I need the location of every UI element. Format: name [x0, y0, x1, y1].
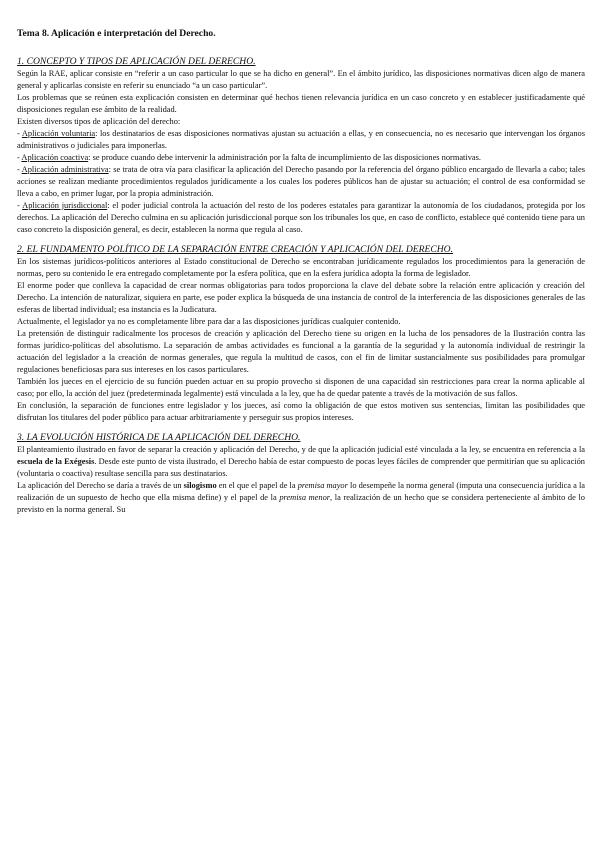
text-coactiva: : se produce cuando debe intervenir la administración por la falta de incumplimiento de las disposiciones normativas.: [88, 153, 481, 162]
term-silogismo: silogismo: [183, 481, 217, 490]
text-voluntaria: : los destinatarios de esas disposiciones normativas ajustan su actuación a ellas, y en consecuencia, no es necesario que intervengan los órganos administrativos o judiciales para imponerlas.: [17, 129, 585, 150]
document-title: Tema 8. Aplicación e interpretación del Derecho.: [17, 28, 216, 39]
document-page: [17, 28, 585, 516]
s2-paragraph-1: En los sistemas jurídicos-políticos anteriores al Estado constitucional de Derecho se encontraban jurídicamente regulados los procedimientos para la generación de normas, pero su contenido le era entregado completamente por la esfera política, que en la esfera jurídica adopta la forma de legislador.: [17, 257, 585, 278]
term-premisa-mayor: premisa mayor: [297, 481, 348, 490]
term-exegesis: escuela de la Exégesis: [17, 457, 95, 466]
s2-paragraph-3: Actualmente, el legislador ya no es completamente libre para dar a las disposiciones jurídicas cualquier contenido.: [17, 317, 401, 326]
s3-paragraph-2: [17, 480, 585, 516]
s3-p2-text-a: La aplicación del Derecho se daría a través de un: [17, 481, 184, 490]
s2-paragraph-5: También los jueces en el ejercicio de su función pueden actuar en su propio provecho si disponen de una capacidad sin restricciones para crear la norma aplicable al caso; por ello, la acción del juez (predeterminada legalmente) está vinculada a la ley, que ha de quedar patente a través de la motivación de sus fallos.: [17, 377, 585, 398]
term-administrativa: Aplicación administrativa: [21, 165, 109, 174]
s3-p2-text-c: lo desempeñe la norma general (imputa una consecuencia jurídica a la realización de un supuesto de hecho que ella misma define) y el papel de la: [17, 481, 585, 502]
s2-paragraph-2: El enorme poder que conlleva la capacidad de crear normas obligatorias para todos proporciona la clave del debate sobre la relación entre aplicación y creación del Derecho. La intención de naturalizar, siquiera en parte, ese poder explica la búsqueda de una instancia de control de la interferencia de las disposiciones generales de las esferas de libertad individual; esa instancia es la Judicatura.: [17, 281, 585, 314]
section-2-heading: 2. EL FUNDAMENTO POLÍTICO DE LA SEPARACIÓN ENTRE CREACIÓN Y APLICACIÓN DEL DERECHO.: [17, 244, 454, 255]
s1-paragraph-1: Según la RAE, aplicar consiste en “referir a un caso particular lo que se ha dicho en general”. En el ámbito jurídico, las disposiciones normativas dicen algo de manera general y aplicarlas consiste en referir su enunciado “a un caso particular”.: [17, 69, 585, 90]
section-1-heading: 1. CONCEPTO Y TIPOS DE APLICACIÓN DEL DERECHO.: [17, 56, 256, 67]
s3-p1-text-a: El planteamiento ilustrado en favor de separar la creación y aplicación del Derecho, y de que la aplicación judicial esté vinculada a la ley, se encuentra en referencia a la: [17, 445, 585, 454]
s1-list-item-jurisdiccional: - Aplicación jurisdiccional: el poder judicial controla la actuación del resto de los poderes estatales para garantizar la autonomía de los ciudadanos, protegida por los derechos. La aplicación del Derecho culmina en su aplicación jurisdiccional porque son los tribunales los que, en caso de conflicto, establece qué contenido tiene para un caso concreto la disposición general, es decir, establecen la norma que regula al caso.: [17, 201, 586, 234]
s2-paragraph-6: En conclusión, la separación de funciones entre legislador y los jueces, así como la obligación de que estos motiven sus sentencias, limitan las posibilidades que disfrutan los titulares del poder público para actuar arbitrariamente y perseguir sus propios intereses.: [17, 401, 585, 422]
s1-list-item-administrativa: - Aplicación administrativa: se trata de otra vía para clasificar la aplicación del Derecho pasando por la referencia del órgano público encargado de llevarla a cabo; tales acciones se realizan mediante procedimientos regulados jurídicamente a los cuales los poderes públicos han de ajustar su actuación; el control de esa conformidad se lleva a cabo, en primer lugar, por la propia administración.: [17, 165, 585, 198]
term-jurisdiccional: Aplicación jurisdiccional: [22, 201, 108, 210]
s3-p2-text-d: , la realización de un hecho que se considera perteneciente al ámbito de lo previsto en la norma general. Su: [17, 493, 585, 514]
term-voluntaria: Aplicación voluntaria: [21, 129, 96, 138]
s2-paragraph-4: La pretensión de distinguir radicalmente los procesos de creación y aplicación del Derecho tiene su origen en la lucha de los pensadores de la Ilustración contra las formas jurídico-políticas del absolutismo. La separación de ambas actividades es funcional a la garantía de la seguridad y la autonomía individual de restringir la actuación del legislador a la creación de normas generales, que regula la multitud de casos, con el fin de limitar sustancialmente sus posibilidades para promulgar regulaciones beneficiosas para sus intereses en los casos particulares.: [17, 329, 585, 374]
text-administrativa: : se trata de otra vía para clasificar la aplicación del Derecho pasando por la referencia del órgano público encargado de llevarla a cabo; tales acciones se realizan mediante procedimientos regulados jurídicamente a los cuales los poderes públicos han de ajustar su actuación; el control de esa conformidad se lleva a cabo, en primer lugar, por la propia administración.: [17, 165, 585, 198]
s1-list-item-voluntaria: - Aplicación voluntaria: los destinatarios de esas disposiciones normativas ajustan su actuación a ellas, y en consecuencia, no es necesario que intervengan los órganos administrativos o judiciales para imponerlas.: [17, 129, 585, 150]
term-premisa-menor: premisa menor: [279, 493, 331, 502]
s1-paragraph-3: Existen diversos tipos de aplicación del derecho:: [17, 117, 181, 126]
text-jurisdiccional: : el poder judicial controla la actuación del resto de los poderes estatales para garantizar la autonomía de los ciudadanos, protegida por los derechos. La aplicación del Derecho culmina en su aplicación jurisdiccional porque son los tribunales los que, en caso de conflicto, establece qué contenido tiene para un caso concreto la disposición general, es decir, establecen la norma que regula al caso.: [17, 201, 586, 234]
s1-paragraph-2: Los problemas que se reúnen esta explicación consisten en determinar qué hechos tienen relevancia jurídica en un caso concreto y en establecer justificadamente qué disposiciones regulan ese ámbito de la realidad.: [17, 93, 585, 114]
s1-list-item-coactiva: - Aplicación coactiva: se produce cuando debe intervenir la administración por la falta de incumplimiento de las disposiciones normativas.: [17, 153, 481, 162]
s3-p2-text-b: en el que el papel de la: [216, 481, 298, 490]
term-coactiva: Aplicación coactiva: [21, 153, 89, 162]
s3-p1-text-b: . Desde este punto de vista ilustrado, el Derecho había de estar compuesto de pocas leyes fáciles de comprender que permitirían que su aplicación (voluntaria o coactiva) resultase sencilla para sus destinatarios.: [17, 457, 585, 478]
s3-paragraph-1: [17, 444, 585, 480]
section-3-heading: 3. LA EVOLUCIÓN HISTÓRICA DE LA APLICACIÓN DEL DERECHO.: [17, 432, 301, 443]
